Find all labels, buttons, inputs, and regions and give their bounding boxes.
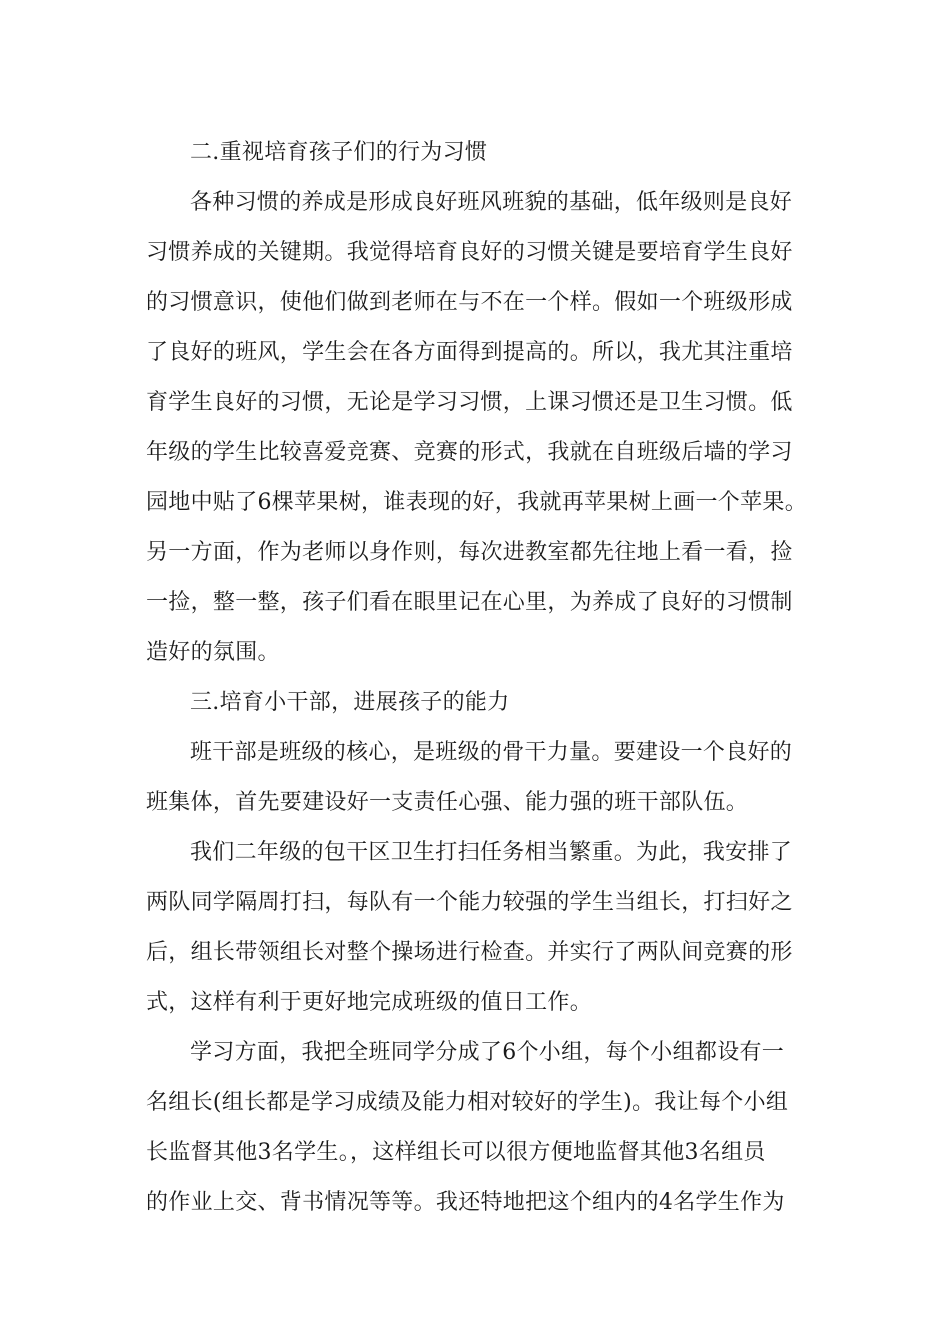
section-heading: 三.培育小干部，进展孩子的能力: [190, 690, 510, 715]
paragraph-line: 我们二年级的包干区卫生打扫任务相当繁重。为此，我安排了: [190, 840, 793, 865]
paragraph-line: 一捡，整一整，孩子们看在眼里记在心里，为养成了良好的习惯制: [146, 590, 793, 615]
paragraph-line: 的习惯意识，使他们做到老师在与不在一个样。假如一个班级形成: [146, 290, 793, 315]
paragraph-line: 长监督其他3名学生。，这样组长可以很方便地监督其他3名组员: [146, 1140, 766, 1165]
paragraph-line: 另一方面，作为老师以身作则，每次进教室都先往地上看一看，捡: [146, 540, 793, 565]
paragraph-line: 年级的学生比较喜爱竞赛、竞赛的形式，我就在自班级后墙的学习: [146, 440, 793, 465]
paragraph-line: 后，组长带领组长对整个操场进行检查。并实行了两队间竞赛的形: [146, 940, 793, 965]
paragraph-line: 学习方面，我把全班同学分成了6个小组，每个小组都设有一: [190, 1040, 785, 1065]
section-heading: 二.重视培育孩子们的行为习惯: [190, 140, 488, 165]
paragraph-line: 的作业上交、背书情况等等。我还特地把这个组内的4名学生作为: [146, 1190, 785, 1215]
paragraph-line: 式，这样有利于更好地完成班级的值日工作。: [146, 990, 593, 1015]
paragraph-line: 各种习惯的养成是形成良好班风班貌的基础，低年级则是良好: [190, 190, 793, 215]
paragraph-line: 习惯养成的关键期。我觉得培育良好的习惯关键是要培育学生良好: [146, 240, 793, 265]
paragraph-line: 园地中贴了6棵苹果树，谁表现的好，我就再苹果树上画一个苹果。: [146, 490, 807, 515]
paragraph-line: 了良好的班风，学生会在各方面得到提高的。所以，我尤其注重培: [146, 340, 793, 365]
paragraph-line: 名组长(组长都是学习成绩及能力相对较好的学生)。我让每个小组: [146, 1090, 789, 1115]
paragraph-line: 班集体，首先要建设好一支责任心强、能力强的班干部队伍。: [146, 790, 749, 815]
paragraph-line: 育学生良好的习惯，无论是学习习惯，上课习惯还是卫生习惯。低: [146, 390, 793, 415]
paragraph-line: 造好的氛围。: [146, 640, 280, 665]
paragraph-line: 两队同学隔周打扫，每队有一个能力较强的学生当组长，打扫好之: [146, 890, 793, 915]
paragraph-line: 班干部是班级的核心，是班级的骨干力量。要建设一个良好的: [190, 740, 793, 765]
